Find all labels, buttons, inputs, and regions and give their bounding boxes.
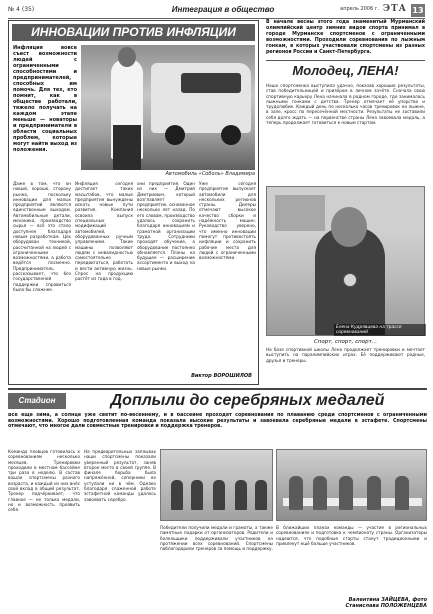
article-body-continued: На базе спортивной школы Лена продолжает тренировки и мечтает выступить на паралимпийских играх. Её поддерживают родные, друзья и тренеры. [266, 347, 425, 363]
issue-number: № 4 (35) [8, 6, 35, 13]
article-body: Наша спортсменка выступила удачно, показав хорошие результаты, став победительницей и призёром в личном зачёте. Сначала свою спортивную карьеру Лена начинала в родном городе, где занималась лыжными гонками с детства. Тренер отмечает её упорство и трудолюбие. Каждый день по несколько часов тренировок на лыжне, в зале, кросс по пересечённой местности. Результаты не заставили себя долго ждать — на первенстве страны Лена завоевала медаль, а теперь продолжает готовиться к новым стартам. [266, 83, 425, 126]
person-figure [191, 480, 203, 510]
athlete-head [331, 207, 367, 247]
person-figure [255, 480, 267, 510]
article-photo-swimmers [160, 449, 273, 521]
page-number: 13 [412, 6, 424, 15]
car-wheel-shape [221, 125, 241, 145]
article-author: Виктор ВОРОШИЛОВ [191, 373, 252, 379]
medal-icon [343, 273, 357, 287]
article-title: Доплыли до серебряных медалей [110, 392, 385, 409]
article-subheading: Спорт, спорт, спорт... [313, 339, 378, 345]
article-column: они предприятия. Один из них — Дмитрий Дмитриевич, который возглавляет предприятие, основанное несколько лет назад. По его словам, производство удалось сохранить благодаря инновациям и грамотной организации труда. Сотрудники проходят обучение, а оборудование постоянно обновляется. Планы на будущее — расширение ассортимента и выход на новые рынки. [137, 181, 195, 271]
article-photo-man-with-car [81, 45, 255, 170]
car-window-shape [181, 73, 241, 93]
photo-caption: Автомобиль «Соболь» Владимира [165, 171, 255, 177]
article-lead: Инфляция вовсе съест возможности людей с ограниченными способностями и предпринимателей, способных им помочь. Для тех, кто помнит, как в обществе работали, тяжело получать на каждом этапе меньше — новаторы и предприниматели в области социальных проблем, которые могут найти выход из положения. [13, 45, 77, 153]
article-title: ИННОВАЦИИ ПРОТИВ ИНФЛЯЦИИ [12, 24, 255, 41]
article-column: Победители получили медали и грамоты, а также памятные подарки от организаторов. Родители и болельщики поддерживали участников на протяжении всех соревнований. Спортсмены поблагодарили тренеров за помощь и поддержку. [160, 525, 273, 552]
article-column: Даже в том, что он новый, хорошо, сторону рынка, поскольку инновации для малых предприятий являются единственным выходом. Автомобильные детали, механика, производство сырья — всё это стало доступнее благодаря новым разработкам. Цех оборудован техникой, рассчитанной на людей с ограниченными возможностями, а работа ведётся посменно. Предприниматель рассказывает, что без государственной поддержки справиться было бы сложнее. [13, 181, 71, 292]
person-figure [395, 476, 409, 510]
article-lena [264, 62, 427, 384]
person-figure [289, 476, 303, 510]
article-intro: В начале весны этого года знаменитый Мурманский олимпийский центр зимних видов спорта принимал в городе Мурманске спортсменов с ограниченными возможностями. Проходили соревнования по лыжным гонкам, в которых участвовали спортсмены из разных регионов России и Санкт-Петербурга. [266, 20, 425, 61]
photo-caption: Елена Кудрявцева на трассе соревнований [334, 324, 426, 336]
newspaper-logo: ЭТА [382, 4, 407, 14]
person-figure [313, 476, 327, 510]
man-legs [113, 125, 141, 170]
article-column: На предварительных заплывах наши спортсмены показали уверенный результат, заняв второе место в своей группе. В финале борьба была напряжённой, соперники не уступали ни в чём. Однако благодаря слаженной работе эстафетной команды удалось завоевать серебро. [84, 449, 156, 502]
man-head [118, 47, 136, 67]
article-author: Валентина ЗАЙЦЕВА, фото Станислава ПОЛОЖЕНЦЕВА [345, 597, 427, 609]
article-column: В ближайших планах команды — участие в региональных соревнованиях и подготовка к чемпионату страны. Организаторы надеются, что подобные старты станут традиционными и привлекут ещё больше участников. [276, 525, 427, 546]
article-swimming [8, 388, 427, 612]
article-photo-ceremony [276, 449, 427, 521]
article-photo-athlete [266, 186, 425, 336]
article-title: Молодец, ЛЕНА! [292, 63, 399, 78]
issue-date: апрель 2006 г. [340, 6, 379, 12]
section-rubric: Стадион [8, 393, 66, 409]
article-innovations [8, 20, 259, 385]
section-rubric: Интеграция в общество [171, 5, 275, 14]
person-figure [171, 480, 183, 510]
building-shape [275, 195, 325, 231]
article-column: Уже сегодня предприятие выпускает автомобили для нескольких регионов страны. Дилеры отмечают высокое качество сборки и надёжность машин. Руководство уверено, что именно инновации помогут противостоять инфляции и сохранить рабочие места для людей с ограниченными возможностями. [199, 181, 256, 261]
person-figure [339, 476, 353, 510]
article-column: Команда пловцов готовилась к соревнованиям несколько месяцев. Тренировки проходили в местном бассейне три раза в неделю. В состав вошли спортсмены разного возраста, и каждый из них внёс свой вклад в общий результат. Тренер подчёркивает, что главное — не только медали, но и возможность проявить себя. [8, 449, 80, 513]
article-lead: Всё ещё зима, а солнце уже светит по-весеннему, и в бассейне проходят соревнования по плаванию среди спортсменов с ограниченными возможностями. Хорошо подготовленная команда показала высокие результаты и завоевала серебряные медали в эстафете. Спортсмены отмечают, что многое дали совместные тренировки и поддержка тренеров. [8, 413, 427, 430]
article-body [13, 181, 256, 381]
person-figure [367, 476, 381, 510]
article-column: Инфляция сегодня достигает таких масштабов, что малые предприятия вынуждены искать новые пути развития. Компания освоила выпуск специальных модификаций автомобилей, оборудованных ручным управлением. Такие машины позволяют людям с инвалидностью самостоятельно передвигаться, работать и вести активную жизнь. Спрос на продукцию растёт из года в год. [75, 181, 133, 282]
car-wheel-shape [165, 125, 185, 145]
page-header [8, 4, 425, 19]
person-figure [235, 480, 247, 510]
person-figure [213, 480, 225, 510]
